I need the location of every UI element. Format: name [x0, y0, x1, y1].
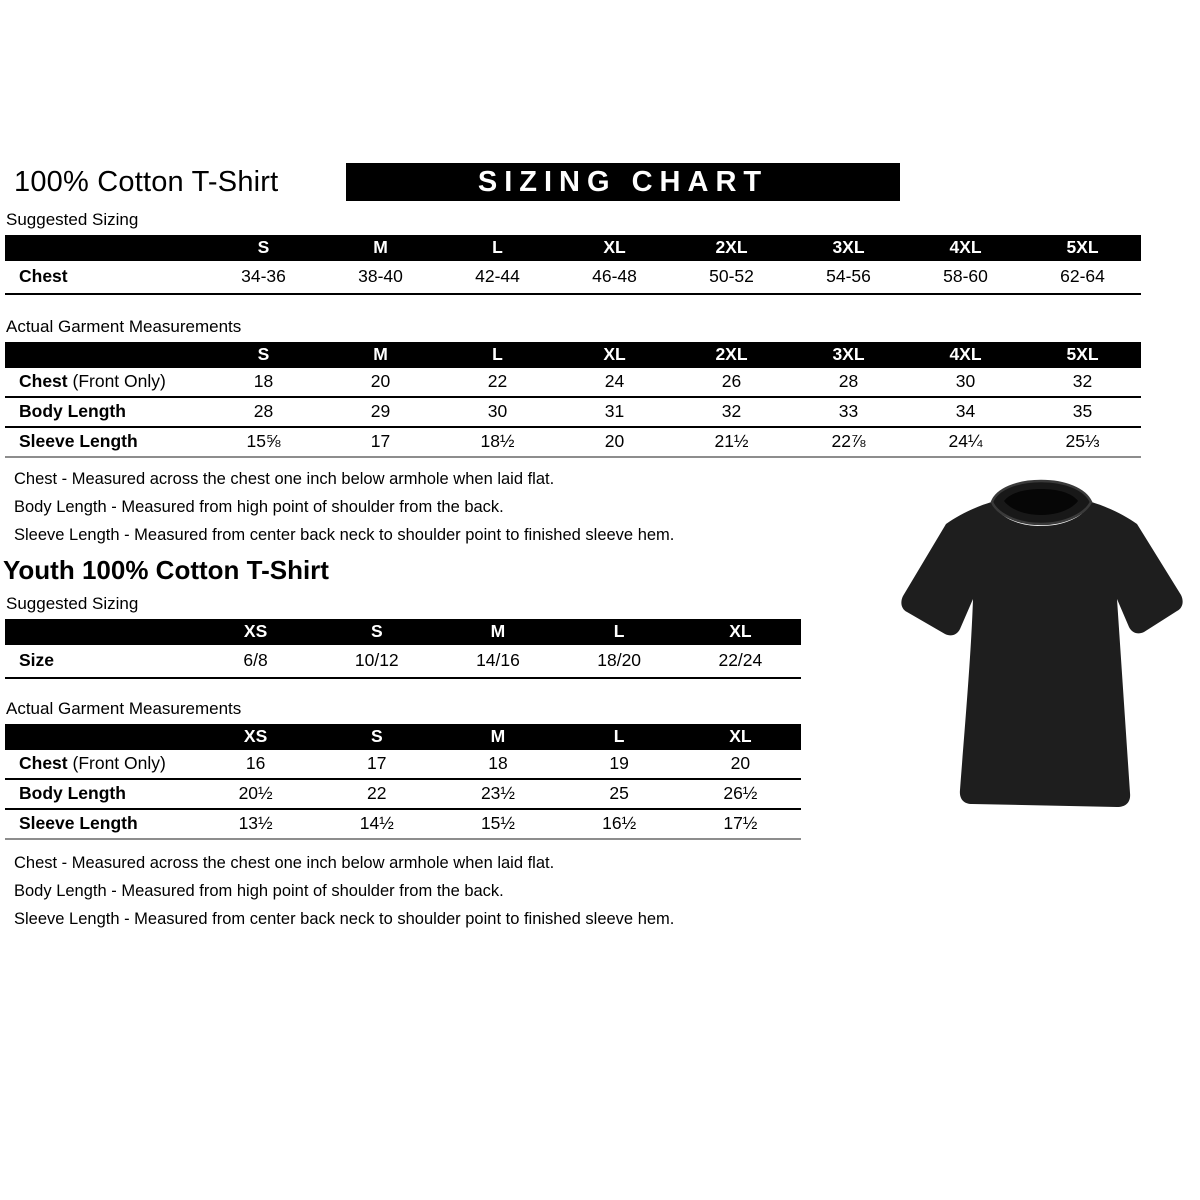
measurement-cell: 25⅓ [1065, 431, 1100, 451]
row-label-text: Sleeve Length [19, 813, 138, 833]
size-header-row [5, 724, 801, 750]
measurement-cell: 26½ [723, 783, 758, 803]
measurement-cell: 62-64 [1060, 266, 1105, 286]
measurement-cell: 54-56 [826, 266, 871, 286]
measurement-cell: 28 [838, 371, 859, 391]
measurement-cell: 26 [721, 371, 742, 391]
table-row [5, 750, 801, 779]
note-line: Body Length - Measured from high point of shoulder from the back. [14, 498, 504, 516]
measurement-cell: 22⅞ [831, 431, 866, 451]
measurement-cell: 32 [721, 401, 742, 421]
table-row [5, 397, 1141, 427]
measurement-cell: 32 [1072, 371, 1093, 391]
size-col-header: 4XL [907, 235, 1024, 261]
size-col-header: XL [680, 619, 801, 645]
row-label [5, 779, 195, 809]
adult-garment-measurements-label: Actual Garment Measurements [6, 317, 242, 336]
note-line: Sleeve Length - Measured from center back neck to shoulder point to finished sleeve hem. [14, 526, 675, 544]
size-header-row [5, 235, 1141, 261]
row-label [5, 750, 195, 779]
row-label-text: Body Length [19, 783, 126, 803]
measurement-cell: 30 [955, 371, 976, 391]
measurement-cell: 34-36 [241, 266, 286, 286]
row-label [5, 809, 195, 839]
youth-measurement-notes [14, 854, 1200, 929]
measurement-cell: 20 [604, 431, 625, 451]
measurement-cell: 15⅝ [246, 431, 281, 451]
size-col-header: 4XL [907, 342, 1024, 368]
page-title: 100% Cotton T-Shirt [14, 165, 279, 198]
measurement-cell: 22/24 [718, 650, 763, 670]
table-row [5, 427, 1141, 457]
measurement-cell: 10/12 [354, 650, 399, 670]
empty-header-cell [5, 619, 195, 645]
measurement-cell: 20 [370, 371, 391, 391]
measurement-cell: 50-52 [709, 266, 754, 286]
empty-header-cell [5, 724, 195, 750]
size-col-header: 5XL [1024, 235, 1141, 261]
measurement-cell: 31 [604, 401, 625, 421]
measurement-cell: 22 [487, 371, 508, 391]
row-label [5, 427, 205, 457]
measurement-cell: 35 [1072, 401, 1093, 421]
table-row [5, 261, 1141, 294]
measurement-cell: 38-40 [358, 266, 403, 286]
measurement-cell: 20½ [238, 783, 273, 803]
empty-header-cell [5, 235, 205, 261]
youth-section-title: Youth 100% Cotton T-Shirt [3, 555, 329, 585]
measurement-cell: 30 [487, 401, 508, 421]
measurement-cell: 14/16 [476, 650, 520, 670]
adult-suggested-sizing-label: Suggested Sizing [6, 210, 139, 229]
empty-header-cell [5, 342, 205, 368]
size-col-header: L [559, 619, 680, 645]
measurement-cell: 24¼ [948, 431, 983, 451]
measurement-cell: 16½ [602, 813, 637, 833]
size-col-header: XL [556, 235, 673, 261]
row-label: Chest [19, 266, 68, 286]
row-label-text: Chest [19, 753, 68, 773]
size-col-header: 3XL [790, 342, 907, 368]
size-col-header: L [559, 724, 680, 750]
tshirt-body [901, 502, 1182, 807]
note-line: Body Length - Measured from high point of shoulder from the back. [14, 882, 504, 900]
size-col-header: M [437, 724, 558, 750]
adult-suggested-sizing-table [5, 235, 1141, 295]
measurement-cell: 14½ [359, 813, 394, 833]
size-col-header: M [437, 619, 558, 645]
measurement-cell: 33 [838, 401, 859, 421]
measurement-cell: 13½ [238, 813, 273, 833]
size-col-header: 2XL [673, 342, 790, 368]
row-label-text: Chest [19, 371, 68, 391]
measurement-cell: 25 [609, 783, 629, 803]
size-header-row [5, 342, 1141, 368]
note-line: Chest - Measured across the chest one inch below armhole when laid flat. [14, 470, 555, 488]
measurement-cell: 16 [245, 753, 266, 773]
measurement-cell: 18 [488, 753, 508, 773]
size-col-header: XL [556, 342, 673, 368]
size-col-header: S [205, 235, 322, 261]
measurement-cell: 22 [367, 783, 387, 803]
measurement-cell: 34 [955, 401, 976, 421]
measurement-cell: 18/20 [597, 650, 642, 670]
youth-garment-measurements-label: Actual Garment Measurements [6, 699, 242, 718]
measurement-cell: 21½ [714, 431, 749, 451]
size-col-header: S [316, 724, 437, 750]
size-col-header: S [316, 619, 437, 645]
measurement-cell: 42-44 [475, 266, 520, 286]
measurement-cell: 17½ [723, 813, 758, 833]
size-header-row [5, 619, 801, 645]
measurement-cell: 6/8 [243, 650, 268, 670]
youth-suggested-sizing-label: Suggested Sizing [6, 594, 139, 613]
measurement-cell: 28 [253, 401, 274, 421]
size-col-header: 3XL [790, 235, 907, 261]
size-col-header: XS [195, 724, 316, 750]
row-label [5, 368, 205, 397]
measurement-cell: 20 [730, 753, 751, 773]
note-line: Chest - Measured across the chest one inch below armhole when laid flat. [14, 854, 555, 872]
size-col-header: L [439, 235, 556, 261]
measurement-cell: 18 [253, 371, 274, 391]
size-col-header: XL [680, 724, 801, 750]
note-line: Sleeve Length - Measured from center back neck to shoulder point to finished sleeve hem. [14, 910, 675, 928]
table-row [5, 809, 801, 839]
row-label-text: Sleeve Length [19, 431, 138, 451]
black-tshirt-product-image [896, 478, 1188, 818]
measurement-cell: 58-60 [943, 266, 988, 286]
tshirt-graphic [896, 478, 1188, 818]
measurement-cell: 19 [609, 753, 629, 773]
measurement-cell: 24 [604, 371, 625, 391]
measurement-cell: 46-48 [592, 266, 637, 286]
size-col-header: S [205, 342, 322, 368]
youth-garment-measurements-table [5, 724, 801, 840]
size-col-header: XS [195, 619, 316, 645]
adult-garment-measurements-table [5, 342, 1141, 458]
row-label-suffix: (Front Only) [67, 371, 166, 391]
measurement-cell: 17 [370, 431, 391, 451]
size-col-header: 2XL [673, 235, 790, 261]
size-col-header: M [322, 235, 439, 261]
measurement-cell: 23½ [480, 783, 515, 803]
row-label [5, 397, 205, 427]
measurement-cell: 17 [367, 753, 387, 773]
youth-suggested-sizing-table [5, 619, 801, 679]
table-row [5, 645, 801, 678]
measurement-cell: 29 [370, 401, 391, 421]
table-row [5, 368, 1141, 397]
size-col-header: 5XL [1024, 342, 1141, 368]
size-col-header: M [322, 342, 439, 368]
measurement-cell: 18½ [480, 431, 515, 451]
measurement-cell: 15½ [480, 813, 515, 833]
size-col-header: L [439, 342, 556, 368]
row-label-suffix: (Front Only) [67, 753, 166, 773]
row-label-text: Body Length [19, 401, 126, 421]
row-label: Size [19, 650, 55, 670]
table-row [5, 779, 801, 809]
header [14, 162, 1200, 202]
sizing-chart-banner: SIZING CHART [346, 163, 900, 201]
